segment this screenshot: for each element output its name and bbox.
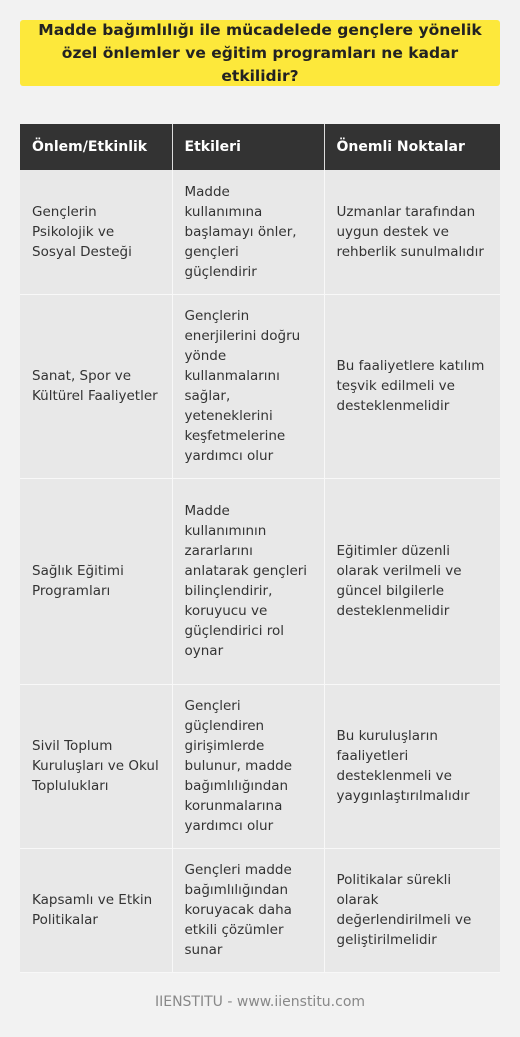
column-header-effects: Etkileri (172, 124, 324, 170)
cell-effects: Gençleri madde bağımlılığından koruyacak daha etkili çözümler sunar (172, 848, 324, 972)
table-row (20, 294, 500, 478)
cell-measure: Gençlerin Psikolojik ve Sosyal Desteği (20, 170, 172, 294)
page-title: Madde bağımlılığı ile mücadelede gençlere yönelik özel önlemler ve eğitim programları ne kadar etkilidir? (38, 20, 482, 85)
measures-table (20, 124, 500, 973)
table-row (20, 170, 500, 294)
cell-key-points: Bu faaliyetlere katılım teşvik edilmeli ve desteklenmelidir (324, 294, 500, 478)
cell-key-points: Politikalar sürekli olarak değerlendirilmeli ve geliştirilmelidir (324, 848, 500, 972)
cell-measure: Sanat, Spor ve Kültürel Faaliyetler (20, 294, 172, 478)
cell-key-points: Uzmanlar tarafından uygun destek ve rehberlik sunulmalıdır (324, 170, 500, 294)
footer-credit: IIENSTITU - www.iienstitu.com (154, 994, 366, 1010)
cell-effects: Madde kullanımına başlamayı önler, gençleri güçlendirir (172, 170, 324, 294)
column-header-key-points: Önemli Noktalar (324, 124, 500, 170)
column-header-measure: Önlem/Etkinlik (20, 124, 172, 170)
cell-measure: Sivil Toplum Kuruluşları ve Okul Toplulukları (20, 684, 172, 848)
cell-measure: Kapsamlı ve Etkin Politikalar (20, 848, 172, 972)
cell-key-points: Eğitimler düzenli olarak verilmeli ve güncel bilgilerle desteklenmelidir (324, 478, 500, 684)
cell-effects: Gençlerin enerjilerini doğru yönde kullanmalarını sağlar, yeteneklerini keşfetmelerine yardımcı olur (172, 294, 324, 478)
cell-key-points: Bu kuruluşların faaliyetleri desteklenmeli ve yaygınlaştırılmalıdır (324, 684, 500, 848)
cell-measure: Sağlık Eğitimi Programları (20, 478, 172, 684)
cell-effects: Madde kullanımının zararlarını anlatarak gençleri bilinçlendirir, koruyucu ve güçlendirici rol oynar (172, 478, 324, 684)
table-row (20, 684, 500, 848)
title-banner (20, 20, 500, 86)
table-header-row (20, 124, 500, 170)
table-row (20, 848, 500, 972)
table-row (20, 478, 500, 684)
cell-effects: Gençleri güçlendiren girişimlerde bulunur, madde bağımlılığından korunmalarına yardımcı olur (172, 684, 324, 848)
